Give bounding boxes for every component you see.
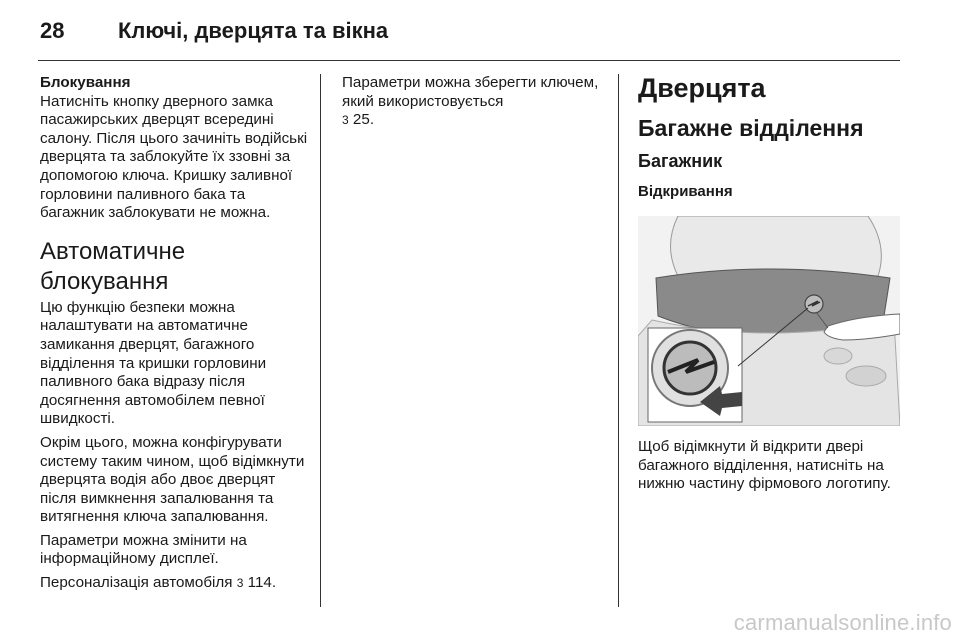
page-title: Ключі, дверцята та вікна (118, 18, 389, 43)
tailgate-illustration (638, 216, 900, 426)
save-params-paragraph (342, 74, 604, 130)
auto-lock-heading: Автоматичне блокування (40, 237, 186, 295)
figure-caption: Щоб відімкнути й відкрити двері багажного відділення, натисніть на нижню частину фірмового логотипу. (638, 438, 891, 493)
column-1 (40, 74, 310, 598)
doors-heading: Дверцята (638, 73, 766, 103)
column-divider-2 (618, 74, 619, 607)
watermark: carmanualsonline.info (733, 610, 952, 635)
reference-arrow-icon: 3 (236, 576, 244, 591)
personalization-text: Персоналізація автомобіля (40, 574, 233, 592)
boot-heading: Багажне відділення (638, 115, 864, 141)
trunk-heading: Багажник (638, 151, 723, 171)
auto-lock-paragraph-1: Цю функцію безпеки можна налаштувати на автоматичне замикання дверцят, багажного відділення та кришки горловини паливного бака відразу після досягнення автомобілем певної швидкості. (40, 298, 267, 428)
lock-heading: Блокування (40, 74, 131, 91)
column-divider-1 (320, 74, 321, 607)
page-number: 28 (40, 18, 65, 43)
auto-lock-paragraph-2: Окрім цього, можна конфігурувати систему таким чином, щоб відімкнути дверцята водія або двоє дверцят після вимкнення запалювання та витягнення ключа запалювання. (40, 433, 305, 526)
column-2 (342, 74, 604, 130)
lock-paragraph: Натисніть кнопку дверного замка пасажирських дверцят всередині салону. Після цього зачиніть водійські дверцята та заблокуйте їх ззовні за допомогою ключа. Кришку заливної горловини паливного бака та багажник заблокувати не можна. (40, 92, 308, 222)
column-3 (638, 74, 903, 494)
page-header (40, 18, 388, 48)
auto-lock-paragraph-3: Параметри можна змінити на інформаційному дисплеї. (40, 531, 247, 568)
personalization-ref[interactable]: 114. (247, 574, 277, 592)
reference-arrow-icon: 3 (342, 113, 349, 128)
opening-heading: Відкривання (638, 183, 733, 200)
save-params-text: Параметри можна зберегти ключем, який використовується (342, 74, 599, 110)
auto-lock-paragraph-4 (40, 574, 310, 593)
save-params-ref[interactable]: 25. (352, 111, 375, 129)
header-rule (38, 60, 900, 61)
